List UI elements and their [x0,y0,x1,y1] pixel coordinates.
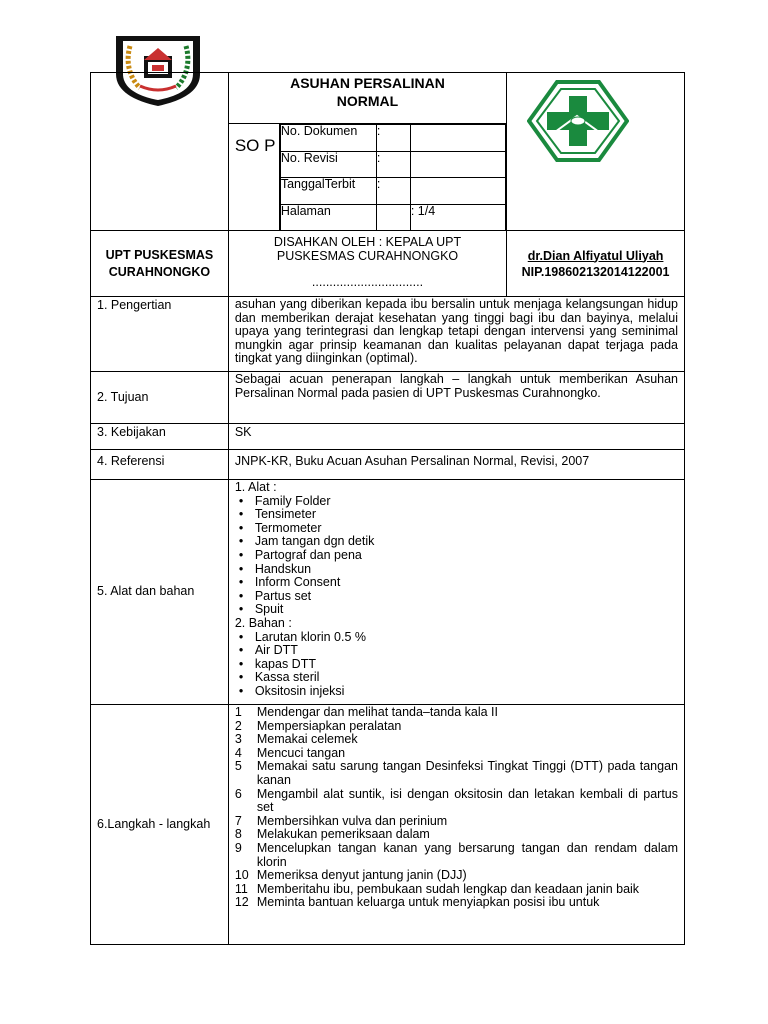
step-item [235,760,678,787]
doc-number-sep: : [376,125,410,152]
logo-cell [91,73,229,231]
step-text: Mencelupkan tangan kanan yang bersarung tangan dan rendam dalam klorin [256,840,678,869]
step-text: Memberitahu ibu, pembukaan sudah lengkap dan keadaan janin baik [256,881,640,896]
bahan-list [235,631,678,699]
sop-label: SO P [229,124,280,230]
step-item [235,788,678,815]
page-sep [376,204,410,230]
step-number: 6 [234,786,242,801]
list-item: • Tensimeter [255,508,678,522]
step-number: 2 [234,718,242,733]
head-name: dr.Dian Alfiyatul Uliyah [527,248,664,263]
issue-date-value [410,178,505,205]
bahan-heading: 2. Bahan : [234,615,292,630]
step-text: Mengambil alat suntik, isi dengan oksitosin dan letakan kembali di partus set [256,786,678,815]
list-item: • Jam tangan dgn detik [255,535,678,549]
issue-date-label: TanggalTerbit [280,178,376,205]
list-item: • kapas DTT [255,658,678,672]
step-item [235,815,678,829]
step-item [235,733,678,747]
tujuan-text: Sebagai acuan penerapan langkah – langkah untuk memberikan Asuhan Persalinan Normal pada pasien di UPT Puskesmas Curahnongko. [228,372,684,424]
list-item: • Partus set [255,590,678,604]
page-row [280,204,505,230]
head-nip: NIP.198602132014122001 [521,264,670,279]
step-item [235,869,678,883]
approved-by: DISAHKAN OLEH : KEPALA UPT PUSKESMAS CURAHNONGKO [273,235,462,263]
step-number: 11 [234,881,248,896]
step-text: Memeriksa denyut jantung janin (DJJ) [256,868,467,883]
document-info-table [280,124,506,230]
step-number: 9 [234,840,242,855]
sop-table [90,72,685,945]
alat-heading: 1. Alat : [234,480,277,494]
step-item [235,896,678,910]
step-text: Mempersiapkan peralatan [256,718,402,733]
list-item: • Termometer [255,522,678,536]
revision-value [410,151,505,178]
step-text: Melakukan pemeriksaan dalam [256,827,430,842]
step-text: Mendengar dan melihat tanda–tanda kala II [256,705,498,719]
alat-list [235,495,678,617]
list-item: • Family Folder [255,495,678,509]
referensi-label: 4. Referensi [91,450,229,480]
revision-label: No. Revisi [280,151,376,178]
doc-number-row [280,125,505,152]
step-number: 1 [234,705,242,719]
step-text: Meminta bantuan keluarga untuk menyiapkan posisi ibu untuk [256,895,600,910]
step-number: 7 [234,813,242,828]
page-value: : 1/4 [410,204,505,230]
signature-line: ................................ [311,275,424,289]
pengertian-label: 1. Pengertian [91,297,229,372]
revision-row [280,151,505,178]
list-item: • Oksitosin injeksi [255,685,678,699]
document-title: ASUHAN PERSALINAN NORMAL [229,73,506,124]
langkah-list [229,706,684,910]
list-item: • Inform Consent [255,576,678,590]
list-item: • Handskun [255,563,678,577]
step-item [235,747,678,761]
tujuan-label: 2. Tujuan [91,372,229,424]
issue-date-row [280,178,505,205]
step-number: 8 [234,827,242,842]
list-item: • Larutan klorin 0.5 % [255,631,678,645]
step-number: 3 [234,732,242,747]
step-number: 10 [234,868,249,883]
step-item [235,720,678,734]
org-name: UPT PUSKESMAS CURAHNONGKO [91,231,229,297]
issue-date-sep: : [376,178,410,205]
referensi-text: JNPK-KR, Buku Acuan Asuhan Persalinan Normal, Revisi, 2007 [228,450,684,480]
step-number: 5 [234,759,242,774]
step-number: 4 [234,745,242,760]
alat-label: 5. Alat dan bahan [91,480,229,705]
pengertian-text: asuhan yang diberikan kepada ibu bersalin untuk menjaga kelangsungan hidup dan memberikan derajat kesehatan yang tinggi bagi ibu dan bayinya, melalui upaya yang terintegrasi dan lengkap tetapi dengan intervensi yang seminimal mungkin agar prinsip keamanan dan kualitas pelayanan dapat terjaga pada tingkat yang diinginkan (optimal). [228,297,684,372]
step-item [235,828,678,842]
step-number: 12 [234,895,249,910]
revision-sep: : [376,151,410,178]
list-item: • Kassa steril [255,671,678,685]
page-label: Halaman [280,204,376,230]
list-item: • Air DTT [255,644,678,658]
doc-number-value [410,125,505,152]
step-text: Memakai celemek [256,732,358,747]
health-logo-cell [507,73,685,231]
step-item [235,883,678,897]
step-item [235,706,678,720]
kebijakan-text: SK [228,424,684,450]
doc-number-label: No. Dokumen [280,125,376,152]
list-item: • Spuit [255,603,678,617]
step-text: Membersihkan vulva dan perinium [256,813,448,828]
langkah-label: 6.Langkah - langkah [91,705,229,945]
step-text: Mencuci tangan [256,745,346,760]
list-item: • Partograf dan pena [255,549,678,563]
step-text: Memakai satu sarung tangan Desinfeksi Tingkat Tinggi (DTT) pada tangan kanan [256,759,678,787]
kebijakan-label: 3. Kebijakan [91,424,229,450]
step-item [235,842,678,869]
